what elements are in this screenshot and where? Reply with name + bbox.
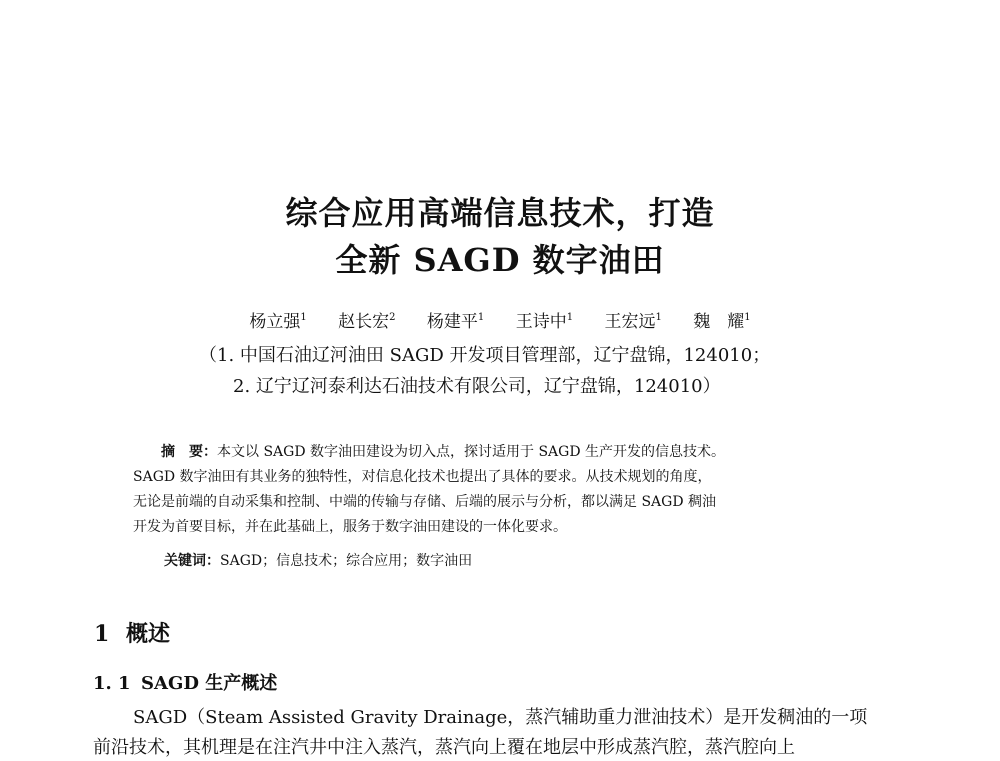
section-title: 概述 [126, 621, 171, 647]
author: 王宏远$^1$ [604, 312, 662, 332]
subsection-title: SAGD 生产概述 [141, 673, 278, 694]
author: 杨建平$^1$ [426, 312, 485, 332]
subsection-heading-1-1 [93, 672, 277, 696]
author-list [0, 306, 1000, 334]
keywords-line [164, 551, 472, 571]
author: 魏 耀$^1$ [693, 312, 751, 332]
keywords-label: 关键词： [164, 553, 220, 569]
author: 杨立强$^1$ [249, 312, 307, 332]
keywords-text: SAGD；信息技术；综合应用；数字油田 [220, 553, 473, 569]
abstract-line-1 [161, 442, 725, 462]
affiliation-1: （1. 中国石油辽河油田 SAGD 开发项目管理部，辽宁盘锦，124010； [199, 345, 771, 366]
abstract-line-2: SAGD 数字油田有其业务的独特性，对信息化技术也提出了具体的要求。从技术规划的角度， [133, 469, 712, 485]
author: 赵长宏$^2$ [338, 312, 396, 332]
paper-title-line-2: 全新 SAGD 数字油田 [335, 241, 665, 279]
section-heading-1 [94, 620, 170, 648]
paper-title-line-1: 综合应用高端信息技术，打造 [285, 194, 715, 232]
body-line-1: SAGD（Steam Assisted Gravity Drainage，蒸汽辅助重力泄油技术）是开发稠油的一项 [133, 707, 868, 728]
affiliation-2: 2. 辽宁辽河泰利达石油技术有限公司，辽宁盘锦，124010） [233, 376, 721, 397]
author: 王诗中$^1$ [515, 312, 574, 332]
abstract-text: 本文以 SAGD 数字油田建设为切入点，探讨适用于 SAGD 生产开发的信息技术。 [217, 444, 726, 460]
abstract-line-3: 无论是前端的自动采集和控制、中端的传输与存储、后端的展示与分析，都以满足 SAGD 稠油 [133, 494, 717, 510]
section-number: 1 [94, 621, 110, 647]
abstract-line-4: 开发为首要目标，并在此基础上，服务于数字油田建设的一体化要求。 [133, 519, 567, 535]
abstract-label: 摘 要： [161, 444, 217, 460]
body-line-2: 前沿技术，其机理是在注汽井中注入蒸汽，蒸汽向上覆在地层中形成蒸汽腔，蒸汽腔向上 [93, 737, 795, 758]
subsection-number: 1. 1 [93, 673, 131, 694]
